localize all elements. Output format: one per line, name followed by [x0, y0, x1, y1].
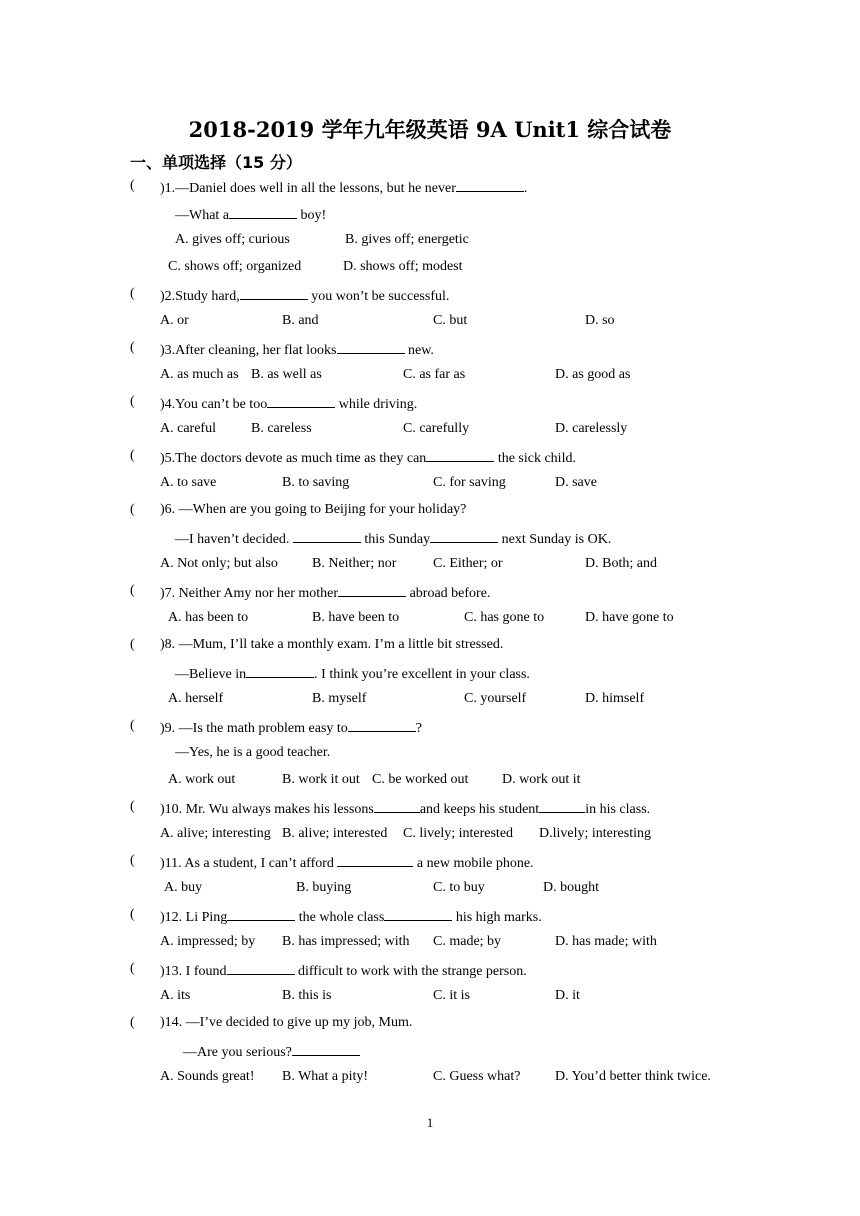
option-a: A. gives off; curious [175, 232, 290, 247]
option-a: A. has been to [168, 610, 249, 625]
option-c: C. it is [433, 988, 470, 1003]
answer-blank [426, 447, 494, 462]
option-c: C. shows off; organized [168, 259, 302, 274]
question-stem: )8. —Mum, I’ll take a monthly exam. I’m a little bit stressed. [160, 637, 504, 652]
question-stem: )4.You can’t be too while driving. [160, 393, 417, 414]
question-stem: )12. Li Ping the whole class his high marks. [160, 906, 542, 927]
answer-paren: ( [130, 961, 135, 976]
question-stem: )5.The doctors devote as much time as they can the sick child. [160, 447, 576, 468]
option-a: A. work out [168, 772, 236, 787]
option-a: A. Not only; but also [160, 556, 278, 571]
option-b: B. careless [251, 421, 312, 436]
option-d: D. Both; and [585, 556, 657, 571]
question-1-line2: —What a boy! [175, 204, 326, 225]
option-c: C. Either; or [433, 556, 503, 571]
answer-blank [337, 339, 405, 354]
answer-paren: ( [130, 286, 135, 301]
answer-paren: ( [130, 178, 135, 193]
answer-paren: ( [130, 340, 135, 355]
question-9-line2: —Yes, he is a good teacher. [175, 745, 331, 760]
option-b: B. What a pity! [282, 1069, 369, 1084]
answer-blank [227, 960, 295, 975]
answer-blank [374, 798, 420, 813]
answer-blank [292, 1041, 360, 1056]
option-b: B. gives off; energetic [345, 232, 469, 247]
option-b: B. Neither; nor [312, 556, 397, 571]
option-b: B. work it out [282, 772, 360, 787]
option-c: C. has gone to [464, 610, 545, 625]
option-c: C. carefully [403, 421, 470, 436]
answer-blank [430, 528, 498, 543]
answer-blank [240, 285, 308, 300]
answer-paren: ( [130, 718, 135, 733]
answer-paren: ( [130, 502, 135, 517]
question-stem: )14. —I’ve decided to give up my job, Mum. [160, 1015, 413, 1030]
option-c: C. Guess what? [433, 1069, 521, 1084]
option-b: B. alive; interested [282, 826, 388, 841]
option-d: D. have gone to [585, 610, 674, 625]
option-b: B. and [282, 313, 319, 328]
option-a: A. as much as [160, 367, 239, 382]
option-c: C. as far as [403, 367, 466, 382]
answer-paren: ( [130, 448, 135, 463]
option-d: D. it [555, 988, 580, 1003]
option-d: D. has made; with [555, 934, 657, 949]
answer-paren: ( [130, 1015, 135, 1030]
option-a: A. impressed; by [160, 934, 256, 949]
answer-blank [267, 393, 335, 408]
option-b: B. to saving [282, 475, 350, 490]
option-b: B. buying [296, 880, 352, 895]
option-d: D.lively; interesting [539, 826, 651, 841]
option-c: C. for saving [433, 475, 506, 490]
answer-blank [338, 582, 406, 597]
document-title: 2018-2019 学年九年级英语 9A Unit1 综合试卷 [188, 117, 672, 142]
question-stem: )9. —Is the math problem easy to ? [160, 717, 422, 738]
section-heading: 一、单项选择（15 分） [130, 153, 302, 172]
option-d: D. save [555, 475, 597, 490]
option-d: D. himself [585, 691, 645, 706]
option-d: D. shows off; modest [343, 259, 463, 274]
option-a: A. its [160, 988, 191, 1003]
option-c: C. made; by [433, 934, 502, 949]
page-number: 1 [426, 1115, 434, 1130]
option-d: D. carelessly [555, 421, 628, 436]
answer-paren: ( [130, 583, 135, 598]
option-c: C. to buy [433, 880, 485, 895]
answer-blank [246, 663, 314, 678]
question-stem: )7. Neither Amy nor her mother abroad before. [160, 582, 490, 603]
question-6-line2: —I haven’t decided. this Sunday next Sunday is OK. [175, 528, 611, 549]
option-b: B. have been to [312, 610, 400, 625]
answer-blank [384, 906, 452, 921]
option-c: C. yourself [464, 691, 527, 706]
option-a: A. or [160, 313, 189, 328]
question-stem: )2.Study hard, you won’t be successful. [160, 285, 449, 306]
option-b: B. myself [312, 691, 367, 706]
answer-blank [348, 717, 416, 732]
option-d: D. as good as [555, 367, 631, 382]
option-d: D. work out it [502, 772, 581, 787]
option-c: C. be worked out [372, 772, 469, 787]
question-stem: )10. Mr. Wu always makes his lessons and keeps his student in his class. [160, 798, 650, 819]
question-8-line2: —Believe in . I think you’re excellent in your class. [175, 663, 530, 684]
answer-paren: ( [130, 853, 135, 868]
question-stem: )1.—Daniel does well in all the lessons, but he never . [160, 177, 527, 198]
question-stem: )3.After cleaning, her flat looks new. [160, 339, 434, 360]
option-b: B. this is [282, 988, 332, 1003]
answer-blank [293, 528, 361, 543]
answer-paren: ( [130, 907, 135, 922]
option-b: B. has impressed; with [282, 934, 410, 949]
option-c: C. but [433, 313, 468, 328]
option-a: A. alive; interesting [160, 826, 271, 841]
answer-blank [227, 906, 295, 921]
question-14-line2: —Are you serious? [183, 1041, 360, 1062]
answer-blank [456, 177, 524, 192]
question-stem: )11. As a student, I can’t afford a new mobile phone. [160, 852, 534, 873]
question-stem: )13. I found difficult to work with the strange person. [160, 960, 527, 981]
answer-paren: ( [130, 394, 135, 409]
answer-paren: ( [130, 799, 135, 814]
option-b: B. as well as [251, 367, 322, 382]
option-a: A. Sounds great! [160, 1069, 255, 1084]
option-d: D. so [585, 313, 615, 328]
option-a: A. to save [160, 475, 217, 490]
answer-blank [337, 852, 413, 867]
option-c: C. lively; interested [403, 826, 514, 841]
answer-paren: ( [130, 637, 135, 652]
option-d: D. bought [543, 880, 599, 895]
option-a: A. buy [164, 880, 203, 895]
answer-blank [229, 204, 297, 219]
option-d: D. You’d better think twice. [555, 1069, 711, 1084]
option-a: A. herself [168, 691, 224, 706]
question-stem: )6. —When are you going to Beijing for your holiday? [160, 502, 467, 517]
answer-blank [539, 798, 585, 813]
option-a: A. careful [160, 421, 216, 436]
